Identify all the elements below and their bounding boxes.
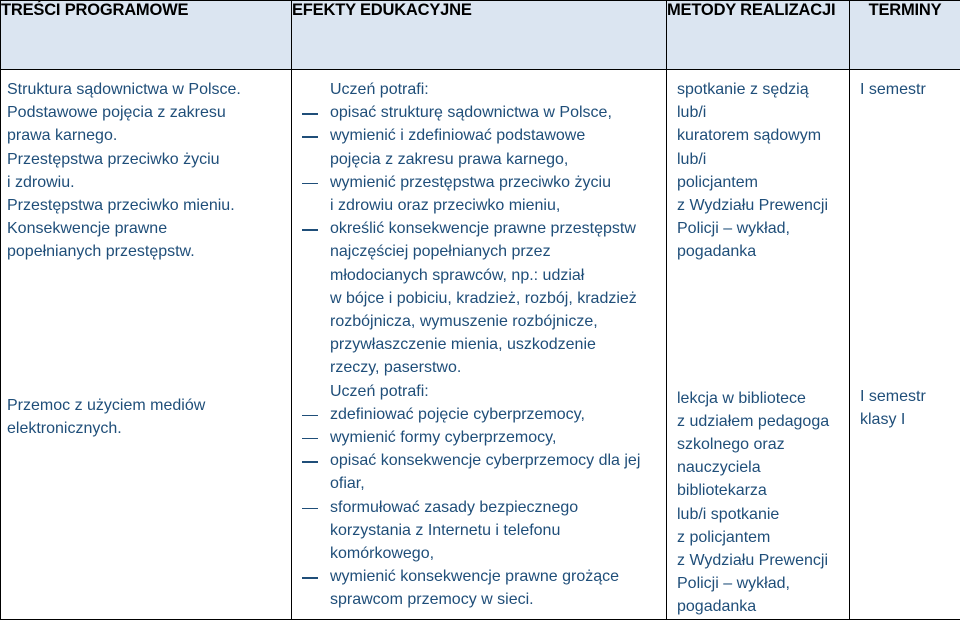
- text-line: Konsekwencje prawne: [7, 220, 168, 238]
- text-line: kuratorem sądowym: [677, 127, 822, 145]
- text-line: spotkanie z sędzią: [677, 81, 809, 98]
- list-item: [298, 426, 660, 449]
- text-line: najczęściej popełnianych przez: [330, 243, 551, 261]
- text-line: sprawcom przemocy w sieci.: [330, 591, 534, 609]
- text-line: lub/i: [677, 104, 707, 122]
- section-heading: Uczeń potrafi:: [330, 382, 429, 400]
- tresci-block-1: [7, 78, 285, 264]
- text-line: klasy I: [860, 411, 906, 429]
- list-item: [298, 449, 660, 495]
- list-item: [298, 171, 660, 217]
- text-line: elektronicznych.: [7, 419, 122, 437]
- metody-block-1: [677, 78, 841, 264]
- text-line: nauczyciela: [677, 459, 761, 477]
- list-item: [298, 496, 660, 566]
- tresci-block-2: [7, 394, 285, 440]
- text-line: wymienić i zdefiniować podstawowe: [330, 127, 586, 145]
- dash-bullet-icon: [298, 101, 330, 124]
- list-item: [298, 565, 660, 611]
- terminy-block-1: [860, 78, 952, 101]
- text-line: prawa karnego.: [7, 127, 118, 145]
- text-line: i zdrowiu.: [7, 173, 75, 191]
- text-line: popełnianych przestępstw.: [7, 243, 195, 261]
- text-line: opisać strukturę sądownictwa w Polsce,: [330, 104, 612, 122]
- cell-tresci: [1, 70, 292, 620]
- metody-block-2: [677, 387, 841, 619]
- list-item: [298, 101, 660, 124]
- text-line: pojęcia z zakresu prawa karnego,: [330, 150, 569, 168]
- text-line: w bójce i pobiciu, kradzież, rozbój, kradzież: [330, 289, 637, 307]
- table-row: [1, 70, 960, 620]
- text-line: lekcja w bibliotece: [677, 389, 806, 407]
- dash-bullet-icon: [298, 124, 330, 170]
- text-line: opisać konsekwencje cyberprzemocy dla jej: [330, 452, 641, 470]
- text-line: z Wydziału Prewencji: [677, 197, 829, 215]
- text-line: rzeczy, paserstwo.: [330, 359, 462, 377]
- dash-bullet-icon: [298, 426, 330, 449]
- text-line: lub/i spotkanie: [677, 505, 780, 523]
- text-line: policjantem: [677, 173, 758, 191]
- text-line: z Wydziału Prewencji: [677, 552, 829, 570]
- text-line: zdefiniować pojęcie cyberprzemocy,: [330, 405, 585, 423]
- cell-metody: [667, 70, 850, 620]
- text-line: ofiar,: [330, 475, 365, 493]
- list-item: [298, 124, 660, 170]
- dash-bullet-icon: [298, 496, 330, 566]
- text-line: sformułować zasady bezpiecznego: [330, 498, 579, 516]
- terminy-block-2: [860, 385, 952, 431]
- header-efekty: EFEKTY EDUKACYJNE: [292, 1, 667, 70]
- dash-bullet-icon: [298, 449, 330, 495]
- text-line: bibliotekarza: [677, 482, 767, 500]
- text-line: z udziałem pedagoga: [677, 412, 830, 430]
- text-line: rozbójnicza, wymuszenie rozbójnicze,: [330, 313, 598, 331]
- list-item: [298, 403, 660, 426]
- header-terminy: TERMINY: [850, 1, 960, 70]
- text-line: wymienić konsekwencje prawne grożące: [330, 568, 620, 586]
- text-line: korzystania z Internetu i telefonu: [330, 521, 561, 539]
- dash-bullet-icon: [298, 217, 330, 379]
- dash-bullet-icon: [298, 171, 330, 217]
- text-line: wymienić formy cyberprzemocy,: [330, 429, 557, 447]
- text-line: młodocianych sprawców, np.: udział: [330, 266, 585, 284]
- header-row: [1, 1, 960, 70]
- text-line: Policji – wykład,: [677, 220, 790, 238]
- section-heading: Uczeń potrafi:: [330, 81, 429, 98]
- text-line: Przestępstwa przeciwko życiu: [7, 150, 220, 168]
- cell-efekty: [292, 70, 667, 620]
- list-item: [298, 217, 660, 379]
- text-line: Policji – wykład,: [677, 575, 790, 593]
- text-line: i zdrowiu oraz przeciwko mieniu,: [330, 197, 561, 215]
- text-line: szkolnego oraz: [677, 436, 785, 454]
- dash-bullet-icon: [298, 565, 330, 611]
- cell-terminy: [850, 70, 960, 620]
- text-line: określić konsekwencje prawne przestępstw: [330, 220, 636, 238]
- text-line: I semestr: [860, 388, 926, 406]
- text-line: Podstawowe pojęcia z zakresu: [7, 104, 226, 122]
- text-line: I semestr: [860, 81, 926, 98]
- text-line: przywłaszczenie mienia, uszkodzenie: [330, 336, 596, 354]
- text-line: pogadanka: [677, 598, 757, 616]
- text-line: wymienić przestępstwa przeciwko życiu: [330, 173, 611, 191]
- text-line: Przemoc z użyciem mediów: [7, 396, 206, 414]
- text-line: z policjantem: [677, 528, 771, 546]
- text-line: Struktura sądownictwa w Polsce.: [7, 81, 241, 98]
- header-tresci: TREŚCI PROGRAMOWE: [1, 1, 292, 70]
- header-metody: METODY REALIZACJI: [667, 1, 850, 70]
- text-line: lub/i: [677, 150, 707, 168]
- text-line: komórkowego,: [330, 545, 435, 563]
- dash-bullet-icon: [298, 403, 330, 426]
- text-line: Przestępstwa przeciwko mieniu.: [7, 197, 235, 215]
- text-line: pogadanka: [677, 243, 757, 261]
